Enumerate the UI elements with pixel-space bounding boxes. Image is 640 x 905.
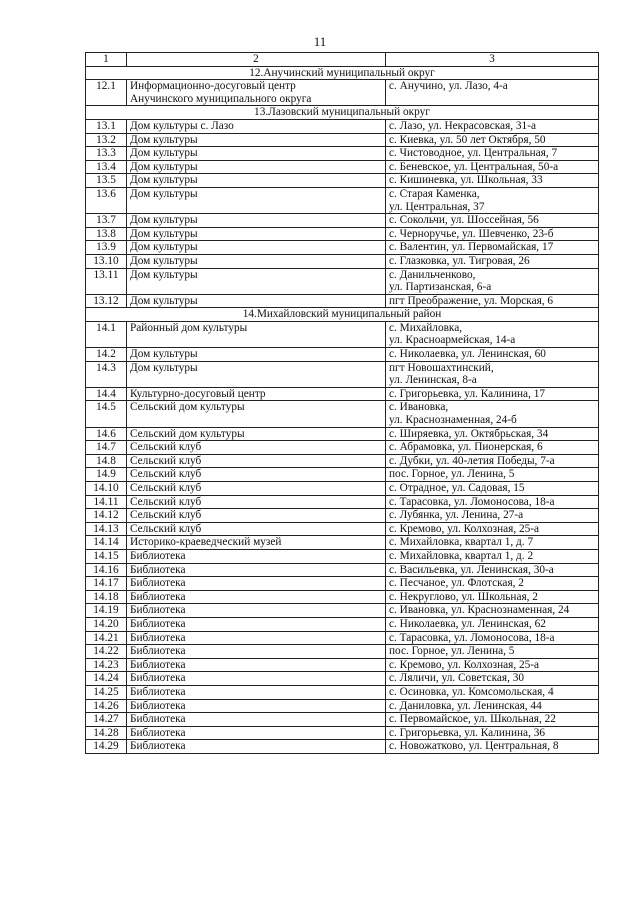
address: с. Николаевка, ул. Ленинская, 62 — [389, 617, 546, 630]
table-row — [86, 672, 599, 686]
row-number: 14.10 — [86, 482, 127, 496]
institution-name: Библиотека — [130, 617, 186, 630]
institution-name: Библиотека — [130, 672, 186, 685]
institution-cell — [127, 672, 386, 686]
section-row — [86, 66, 599, 80]
institution-cell — [127, 321, 386, 347]
address: с. Михайловка, квартал 1, д. 7 — [389, 536, 534, 549]
row-number: 14.6 — [86, 427, 127, 441]
address: с. Отрадное, ул. Садовая, 15 — [389, 482, 525, 494]
address-cell — [386, 133, 599, 147]
row-number: 13.11 — [86, 268, 127, 294]
address-cell — [386, 645, 599, 659]
address-cell — [386, 187, 599, 213]
row-number: 14.23 — [86, 658, 127, 672]
row-number: 14.3 — [86, 361, 127, 387]
table-row — [86, 254, 599, 268]
table-row — [86, 590, 599, 604]
row-number: 12.1 — [86, 80, 127, 106]
row-number: 14.7 — [86, 441, 127, 455]
institution-cell — [127, 468, 386, 482]
institution-name: Сельский клуб — [130, 522, 202, 535]
row-number: 14.5 — [86, 401, 127, 427]
row-number: 13.1 — [86, 119, 127, 133]
address: с. Абрамовка, ул. Пионерская, 6 — [389, 441, 543, 454]
table-row — [86, 495, 599, 509]
address-line2: ул. Центральная, 37 — [389, 200, 485, 213]
address-cell — [386, 361, 599, 387]
institution-name: Библиотека — [130, 590, 186, 603]
table-row — [86, 577, 599, 591]
address: с. Лубянка, ул. Ленина, 27-а — [389, 509, 524, 522]
address: с. Песчаное, ул. Флотская, 2 — [389, 577, 524, 590]
institution-cell — [127, 441, 386, 455]
table-row — [86, 699, 599, 713]
address-cell — [386, 549, 599, 563]
address: с. Ширяевка, ул. Октябрьская, 34 — [389, 427, 549, 440]
row-number: 14.4 — [86, 387, 127, 401]
address-cell — [386, 387, 599, 401]
address: с. Михайловка, — [389, 321, 463, 334]
institution-name: Библиотека — [130, 699, 186, 712]
address: с. Сокольчи, ул. Шоссейная, 56 — [389, 214, 539, 227]
table-row — [86, 227, 599, 241]
address-cell — [386, 495, 599, 509]
address: с. Григорьевка, ул. Калинина, 36 — [389, 726, 546, 739]
institution-cell — [127, 631, 386, 645]
institution-cell — [127, 577, 386, 591]
address: с. Валентин, ул. Первомайская, 17 — [389, 241, 554, 254]
table-row — [86, 631, 599, 645]
table-row — [86, 119, 599, 133]
institution-name: Дом культуры — [130, 361, 198, 374]
institution-cell — [127, 387, 386, 401]
row-number: 14.18 — [86, 590, 127, 604]
address-line2: ул. Партизанская, 6-а — [389, 281, 492, 294]
institution-name: Дом культуры — [130, 227, 198, 240]
institution-name: Информационно-досуговый центр — [130, 80, 296, 93]
address-cell — [386, 563, 599, 577]
table-row — [86, 241, 599, 255]
row-number: 13.5 — [86, 174, 127, 188]
row-number: 14.24 — [86, 672, 127, 686]
address-cell — [386, 268, 599, 294]
address-cell — [386, 604, 599, 618]
table-header-row — [86, 53, 599, 67]
institution-name-line2: Анучинского муниципального округа — [130, 92, 312, 105]
institution-name: Библиотека — [130, 645, 186, 658]
address: с. Чистоводное, ул. Центральная, 7 — [389, 147, 558, 160]
row-number: 14.2 — [86, 348, 127, 362]
table-row — [86, 522, 599, 536]
address-cell — [386, 241, 599, 255]
institution-name: Дом культуры — [130, 187, 198, 200]
institution-name: Дом культуры — [130, 241, 198, 254]
row-number: 13.12 — [86, 294, 127, 308]
institution-cell — [127, 726, 386, 740]
address: с. Первомайское, ул. Школьная, 22 — [389, 713, 556, 726]
table-row — [86, 214, 599, 228]
institution-name: Сельский клуб — [130, 454, 202, 467]
address: пгт Новошахтинский, — [389, 361, 494, 374]
institution-cell — [127, 147, 386, 161]
header-col-1: 1 — [86, 53, 127, 67]
institution-name: Библиотека — [130, 631, 186, 644]
institution-name: Сельский клуб — [130, 509, 202, 522]
address: с. Даниловка, ул. Ленинская, 44 — [389, 699, 542, 712]
institution-name: Культурно-досуговый центр — [130, 387, 266, 400]
table-row — [86, 726, 599, 740]
address-cell — [386, 80, 599, 106]
table-row — [86, 468, 599, 482]
row-number: 14.27 — [86, 713, 127, 727]
section-title: 14.Михайловский муниципальный район — [86, 308, 599, 322]
table-row — [86, 454, 599, 468]
institution-cell — [127, 187, 386, 213]
institution-cell — [127, 174, 386, 188]
table-row — [86, 509, 599, 523]
address-cell — [386, 482, 599, 496]
table-row — [86, 147, 599, 161]
row-number: 14.1 — [86, 321, 127, 347]
row-number: 13.7 — [86, 214, 127, 228]
institution-name: Библиотека — [130, 563, 186, 576]
address-cell — [386, 454, 599, 468]
institution-name: Сельский клуб — [130, 482, 202, 494]
address: с. Ивановка, ул. Краснознаменная, 24 — [389, 604, 570, 617]
institution-cell — [127, 401, 386, 427]
address-cell — [386, 174, 599, 188]
address: с. Тарасовка, ул. Ломоносова, 18-а — [389, 495, 555, 508]
address-cell — [386, 348, 599, 362]
institution-name: Библиотека — [130, 658, 186, 671]
institution-name: Библиотека — [130, 740, 186, 753]
table-row — [86, 294, 599, 308]
address-cell — [386, 441, 599, 455]
table-row — [86, 441, 599, 455]
institution-cell — [127, 536, 386, 550]
section-row — [86, 308, 599, 322]
institution-cell — [127, 227, 386, 241]
institution-name: Библиотека — [130, 549, 186, 562]
address-cell — [386, 713, 599, 727]
institution-cell — [127, 509, 386, 523]
row-number: 14.25 — [86, 685, 127, 699]
institution-cell — [127, 254, 386, 268]
institution-name: Сельский клуб — [130, 441, 202, 454]
table-row — [86, 563, 599, 577]
institution-cell — [127, 495, 386, 509]
address-cell — [386, 658, 599, 672]
row-number: 14.12 — [86, 509, 127, 523]
address: пгт Преображение, ул. Морская, 6 — [389, 294, 554, 307]
institution-cell — [127, 740, 386, 754]
institution-name: Дом культуры — [130, 160, 198, 173]
address-cell — [386, 672, 599, 686]
address-cell — [386, 699, 599, 713]
row-number: 14.29 — [86, 740, 127, 754]
institution-name: Районный дом культуры — [130, 321, 248, 334]
institution-name: Дом культуры — [130, 348, 198, 361]
institution-cell — [127, 241, 386, 255]
address-cell — [386, 509, 599, 523]
address: с. Беневское, ул. Центральная, 50-а — [389, 160, 559, 173]
institution-cell — [127, 549, 386, 563]
institution-name: Дом культуры — [130, 214, 198, 227]
address-cell — [386, 536, 599, 550]
table-row — [86, 427, 599, 441]
institution-cell — [127, 214, 386, 228]
row-number: 13.2 — [86, 133, 127, 147]
address: с. Глазковка, ул. Тигровая, 26 — [389, 254, 530, 267]
row-number: 14.21 — [86, 631, 127, 645]
row-number: 14.20 — [86, 617, 127, 631]
address: с. Киевка, ул. 50 лет Октября, 50 — [389, 133, 546, 146]
address-cell — [386, 468, 599, 482]
address: с. Дубки, ул. 40-летия Победы, 7-а — [389, 454, 555, 467]
institution-cell — [127, 658, 386, 672]
address-cell — [386, 522, 599, 536]
institution-name: Дом культуры — [130, 294, 198, 307]
row-number: 14.13 — [86, 522, 127, 536]
institution-name: Историко-краеведческий музей — [130, 536, 282, 549]
institution-name: Библиотека — [130, 726, 186, 739]
institution-name: Сельский клуб — [130, 468, 202, 481]
address: с. Кишиневка, ул. Школьная, 33 — [389, 174, 543, 187]
institution-cell — [127, 482, 386, 496]
address-cell — [386, 227, 599, 241]
institution-cell — [127, 713, 386, 727]
address: с. Данильченково, — [389, 268, 476, 281]
institution-cell — [127, 427, 386, 441]
table-row — [86, 604, 599, 618]
row-number: 14.28 — [86, 726, 127, 740]
row-number: 14.26 — [86, 699, 127, 713]
table-row — [86, 133, 599, 147]
table-row — [86, 361, 599, 387]
table-row — [86, 387, 599, 401]
address: с. Ивановка, — [389, 401, 449, 414]
institution-cell — [127, 348, 386, 362]
address-cell — [386, 740, 599, 754]
address-cell — [386, 590, 599, 604]
row-number: 14.22 — [86, 645, 127, 659]
institution-cell — [127, 563, 386, 577]
institution-cell — [127, 119, 386, 133]
row-number: 13.3 — [86, 147, 127, 161]
institution-name: Дом культуры — [130, 147, 198, 160]
address-line2: ул. Красноармейская, 14-а — [389, 334, 516, 347]
address: с. Ляличи, ул. Советская, 30 — [389, 672, 525, 685]
address: с. Некруглово, ул. Школьная, 2 — [389, 590, 538, 603]
institution-cell — [127, 685, 386, 699]
institution-name: Библиотека — [130, 577, 186, 590]
address: с. Тарасовка, ул. Ломоносова, 18-а — [389, 631, 555, 644]
institution-cell — [127, 294, 386, 308]
row-number: 14.11 — [86, 495, 127, 509]
address: пос. Горное, ул. Ленина, 5 — [389, 468, 515, 481]
table-row — [86, 187, 599, 213]
table-row — [86, 482, 599, 496]
institution-cell — [127, 604, 386, 618]
row-number: 13.6 — [86, 187, 127, 213]
table-row — [86, 549, 599, 563]
address: с. Осиновка, ул. Комсомольская, 4 — [389, 685, 554, 698]
address-cell — [386, 214, 599, 228]
address-line2: ул. Ленинская, 8-а — [389, 374, 477, 387]
address-cell — [386, 577, 599, 591]
address-line2: ул. Краснознаменная, 24-б — [389, 414, 517, 427]
institution-cell — [127, 454, 386, 468]
table-row — [86, 713, 599, 727]
table-body — [86, 53, 599, 754]
row-number: 13.8 — [86, 227, 127, 241]
institution-cell — [127, 699, 386, 713]
institution-name: Сельский клуб — [130, 495, 202, 508]
institution-cell — [127, 617, 386, 631]
table-row — [86, 658, 599, 672]
table-row — [86, 174, 599, 188]
institution-cell — [127, 645, 386, 659]
address-cell — [386, 160, 599, 174]
row-number: 14.15 — [86, 549, 127, 563]
address: с. Кремово, ул. Колхозная, 25-а — [389, 522, 540, 535]
row-number: 14.17 — [86, 577, 127, 591]
address-cell — [386, 119, 599, 133]
address-cell — [386, 685, 599, 699]
address-cell — [386, 631, 599, 645]
row-number: 13.4 — [86, 160, 127, 174]
institution-cell — [127, 590, 386, 604]
table-row — [86, 401, 599, 427]
institution-name: Библиотека — [130, 713, 186, 726]
table-row — [86, 268, 599, 294]
address-cell — [386, 427, 599, 441]
address: с. Анучино, ул. Лазо, 4-а — [389, 80, 508, 93]
address: с. Лазо, ул. Некрасовская, 31-а — [389, 119, 536, 132]
address: с. Старая Каменка, — [389, 187, 480, 200]
table-row — [86, 160, 599, 174]
header-col-3: 3 — [386, 53, 599, 67]
address-cell — [386, 401, 599, 427]
table-row — [86, 80, 599, 106]
table-row — [86, 645, 599, 659]
table-row — [86, 617, 599, 631]
header-col-2: 2 — [127, 53, 386, 67]
address: с. Кремово, ул. Колхозная, 25-а — [389, 658, 540, 671]
table-row — [86, 536, 599, 550]
institution-name: Дом культуры — [130, 254, 198, 267]
row-number: 14.9 — [86, 468, 127, 482]
row-number: 13.10 — [86, 254, 127, 268]
institution-name: Сельский дом культуры — [130, 401, 245, 414]
institution-cell — [127, 268, 386, 294]
row-number: 14.19 — [86, 604, 127, 618]
address-cell — [386, 726, 599, 740]
row-number: 13.9 — [86, 241, 127, 255]
table-row — [86, 740, 599, 754]
institution-name: Дом культуры — [130, 174, 198, 187]
row-number: 14.14 — [86, 536, 127, 550]
address-cell — [386, 617, 599, 631]
institution-cell — [127, 522, 386, 536]
institution-name: Сельский дом культуры — [130, 427, 245, 440]
table-row — [86, 321, 599, 347]
address: пос. Горное, ул. Ленина, 5 — [389, 645, 515, 658]
institution-cell — [127, 80, 386, 106]
institution-name: Дом культуры с. Лазо — [130, 119, 234, 132]
institution-cell — [127, 160, 386, 174]
institution-name: Дом культуры — [130, 268, 198, 281]
institution-name: Дом культуры — [130, 133, 198, 146]
address-cell — [386, 321, 599, 347]
institution-cell — [127, 133, 386, 147]
address-cell — [386, 254, 599, 268]
address-cell — [386, 294, 599, 308]
address: с. Черноручье, ул. Шевченко, 23-б — [389, 227, 554, 240]
section-title: 12.Анучинский муниципальный округ — [86, 66, 599, 80]
page-number: 11 — [313, 34, 327, 49]
address-cell — [386, 147, 599, 161]
row-number: 14.8 — [86, 454, 127, 468]
institution-cell — [127, 361, 386, 387]
institution-name: Библиотека — [130, 604, 186, 617]
row-number: 14.16 — [86, 563, 127, 577]
address: с. Михайловка, квартал 1, д. 2 — [389, 549, 534, 562]
address: с. Новожатково, ул. Центральная, 8 — [389, 740, 559, 753]
address: с. Григорьевка, ул. Калинина, 17 — [389, 387, 546, 400]
institution-name: Библиотека — [130, 685, 186, 698]
address: с. Николаевка, ул. Ленинская, 60 — [389, 348, 546, 361]
table-row — [86, 348, 599, 362]
section-title: 13.Лазовский муниципальный округ — [86, 106, 599, 120]
table-row — [86, 685, 599, 699]
address: с. Васильевка, ул. Ленинская, 30-а — [389, 563, 554, 576]
section-row — [86, 106, 599, 120]
institutions-table — [85, 52, 599, 754]
